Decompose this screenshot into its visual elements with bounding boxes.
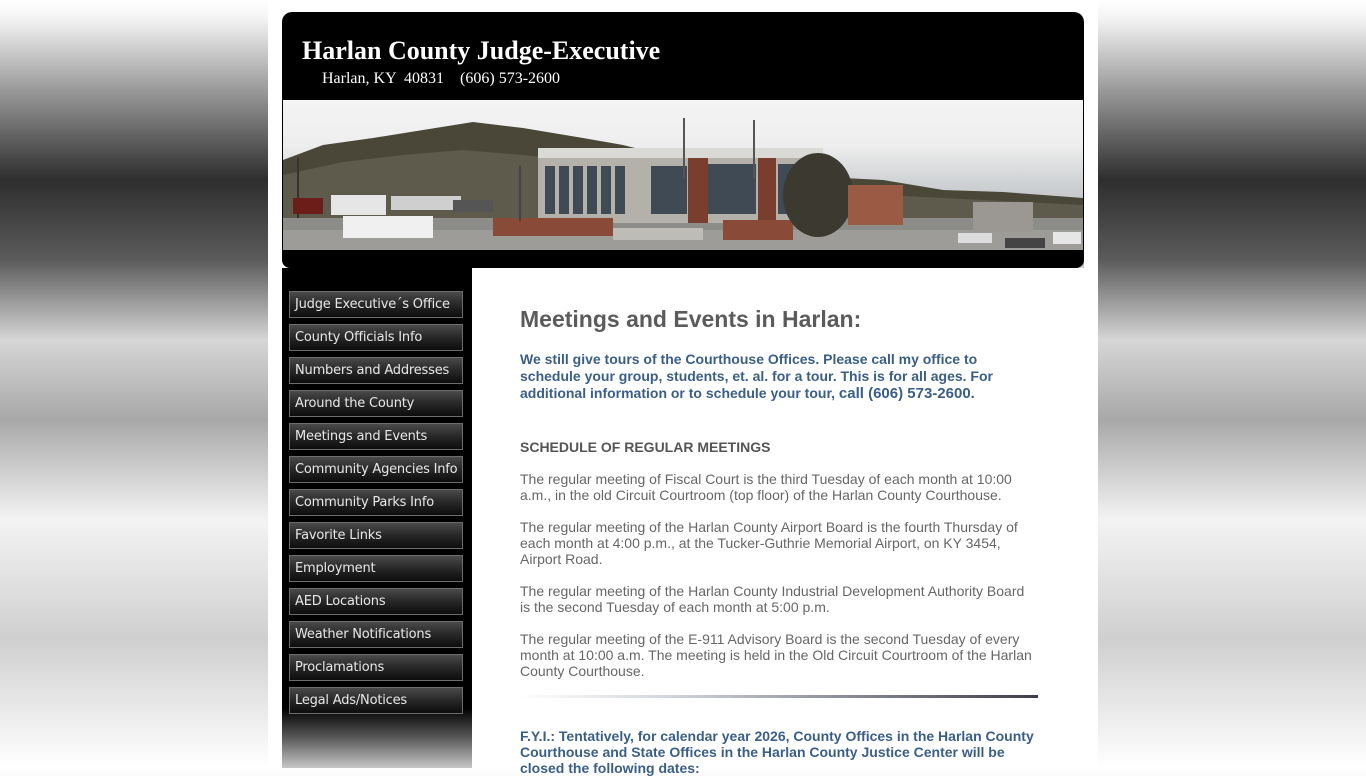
sidebar-nav	[289, 291, 463, 720]
tour-phone: call (606) 573-2600.	[838, 385, 975, 402]
courthouse-photo	[283, 100, 1083, 250]
sidebar	[282, 268, 472, 768]
schedule-heading: SCHEDULE OF REGULAR MEETINGS	[520, 439, 771, 455]
tour-info	[520, 351, 1038, 402]
nav-meetings-and-events[interactable]: Meetings and Events	[289, 423, 463, 450]
meeting-airport-board: The regular meeting of the Harlan County Airport Board is the fourth Thursday of each month at 4:00 p.m., at the Tucker-Guthrie Memorial Airport, on KY 3454, Airport Road.	[520, 519, 1018, 567]
tour-text: We still give tours of the Courthouse Offices. Please call my office to schedule your group, students, et. al. for a tour. This is for all ages. For additional information or to schedule your tour,	[520, 351, 993, 401]
nav-weather-notifications[interactable]: Weather Notifications	[289, 621, 463, 648]
nav-community-parks-info[interactable]: Community Parks Info	[289, 489, 463, 516]
page-title: Meetings and Events in Harlan:	[520, 306, 862, 332]
main-content	[520, 306, 1038, 776]
nav-employment[interactable]: Employment	[289, 555, 463, 582]
nav-numbers-and-addresses[interactable]: Numbers and Addresses	[289, 357, 463, 384]
site-header	[282, 12, 1084, 268]
site-contact: Harlan, KY 40831 (606) 573-2600	[322, 70, 561, 87]
nav-around-the-county[interactable]: Around the County	[289, 390, 463, 417]
nav-favorite-links[interactable]: Favorite Links	[289, 522, 463, 549]
site-title: Harlan County Judge-Executive	[302, 36, 661, 65]
meeting-e911-board: The regular meeting of the E-911 Advisory Board is the second Tuesday of every month at 10:00 a.m. The meeting is held in the Old Circuit Courtroom of the Harlan County Courthouse.	[520, 631, 1032, 679]
nav-county-officials-info[interactable]: County Officials Info	[289, 324, 463, 351]
nav-legal-ads-notices[interactable]: Legal Ads/Notices	[289, 687, 463, 714]
nav-proclamations[interactable]: Proclamations	[289, 654, 463, 681]
courthouse-banner-image	[283, 100, 1083, 250]
fyi-closures: F.Y.I.: Tentatively, for calendar year 2026, County Offices in the Harlan County Courthouse and State Offices in the Harlan County Justice Center will be closed the following dates:	[520, 728, 1034, 776]
meeting-fiscal-court: The regular meeting of Fiscal Court is the third Tuesday of each month at 10:00 a.m., in the old Circuit Courtroom (top floor) of the Harlan County Courthouse.	[520, 471, 1012, 503]
nav-aed-locations[interactable]: AED Locations	[289, 588, 463, 615]
section-divider	[520, 695, 1038, 698]
meeting-industrial-board: The regular meeting of the Harlan County Industrial Development Authority Board is the second Tuesday of each month at 5:00 p.m.	[520, 583, 1025, 615]
nav-community-agencies-info[interactable]: Community Agencies Info	[289, 456, 463, 483]
nav-judge-executives-office[interactable]: Judge Executive´s Office	[289, 291, 463, 318]
